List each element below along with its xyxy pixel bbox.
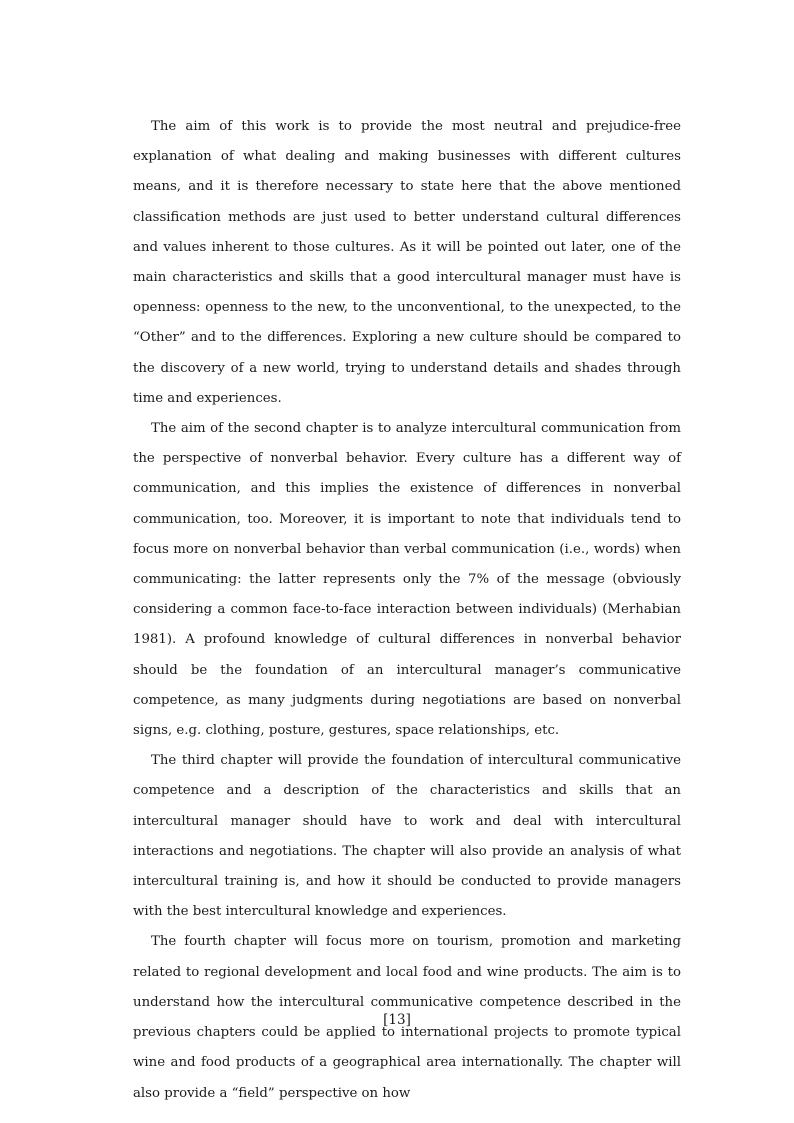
- body-text: [133, 112, 681, 1109]
- paragraph-second-chapter: The aim of the second chapter is to analyze intercultural communication from the perspective of nonverbal behavior. Every culture has a different way of communication, and this implies the existence of differences in nonverbal communication, too. Moreover, it is important to note that individuals tend to focus more on nonverbal behavior than verbal communication (i.e., words) when communicating: the latter represents only the 7% of the message (obviously considering a common face-to-face interaction between individuals) (Merhabian 1981). A profound knowledge of cultural differences in nonverbal behavior should be the foundation of an intercultural manager’s communicative competence, as many judgments during negotiations are based on nonverbal signs, e.g. clothing, posture, gestures, space relationships, etc.: [133, 421, 681, 739]
- paragraph-fourth-chapter: The fourth chapter will focus more on tourism, promotion and marketing related to regional development and local food and wine products. The aim is to understand how the intercultural communicative competence described in the previous chapters could be applied to international projects to promote typical wine and food products of a geographical area internationally. The chapter will also provide a “field” perspective on how: [133, 934, 681, 1101]
- paragraph-intro-aim: The aim of this work is to provide the most neutral and prejudice-free explanation of what dealing and making businesses with different cultures means, and it is therefore necessary to state here that the above mentioned classification methods are just used to better understand cultural differences and values inherent to those cultures. As it will be pointed out later, one of the main characteristics and skills that a good intercultural manager must have is openness: openness to the new, to the unconventional, to the unexpected, to the “Other” and to the differences. Exploring a new culture should be compared to the discovery of a new world, trying to understand details and shades through time and experiences.: [133, 119, 681, 406]
- paragraph-third-chapter: The third chapter will provide the foundation of intercultural communicative competence and a description of the characteristics and skills that an intercultural manager should have to work and deal with intercultural interactions and negotiations. The chapter will also provide an analysis of what intercultural training is, and how it should be conducted to provide managers with the best intercultural knowledge and experiences.: [133, 753, 681, 920]
- page-number: [13]: [383, 1012, 411, 1028]
